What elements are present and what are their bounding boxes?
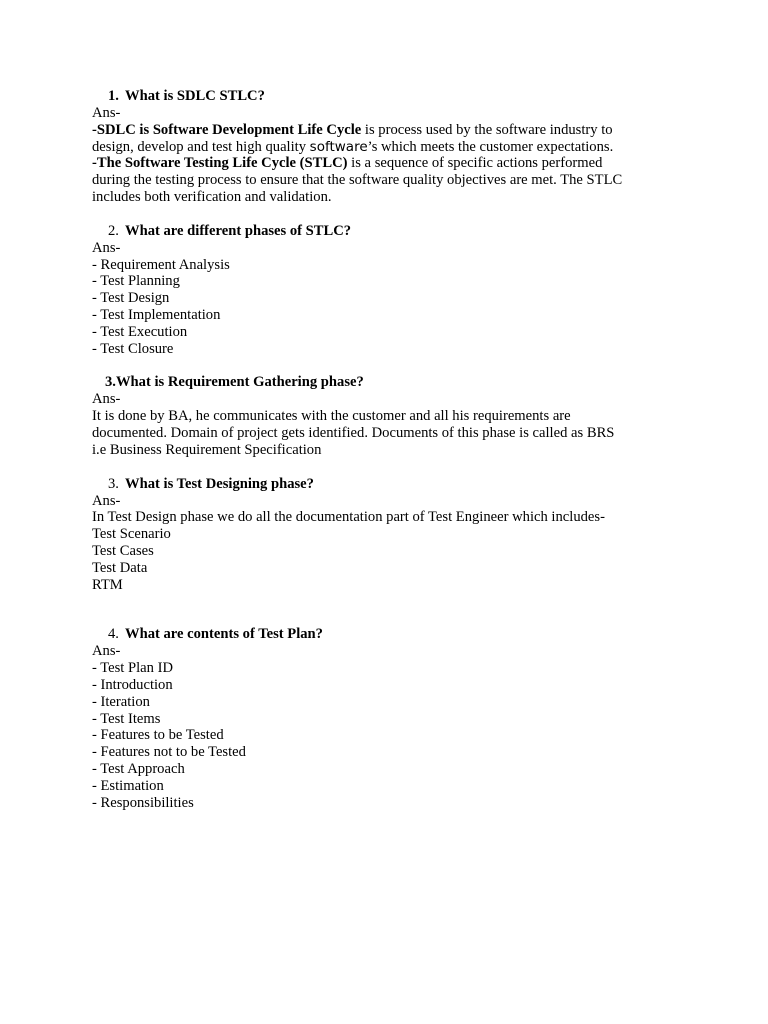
sdlc-term: -SDLC is Software Development Life Cycle (92, 121, 362, 138)
question-text: What is Test Designing phase? (125, 475, 314, 492)
list-item: - Test Plan ID (92, 660, 173, 677)
sdlc-definition-line-2: design, develop and test high quality software’s which meets the customer expectations. (92, 138, 614, 155)
answer-label: Ans- (92, 643, 121, 660)
question-3-heading: 3.What is Requirement Gathering phase? (105, 374, 364, 391)
list-item: - Test Items (92, 710, 161, 727)
list-item: - Test Implementation (92, 306, 221, 323)
list-item: - Iteration (92, 693, 150, 710)
question-1-heading (92, 88, 692, 105)
list-item: - Test Approach (92, 760, 185, 777)
stlc-definition-line-1: -The Software Testing Life Cycle (STLC) is a sequence of specific actions performed (92, 155, 603, 172)
stlc-term: -The Software Testing Life Cycle (STLC) (92, 155, 348, 172)
answer-label: Ans- (92, 105, 121, 121)
document-page (92, 88, 692, 811)
list-item: - Features to be Tested (92, 727, 224, 744)
answer-label: Ans- (92, 239, 121, 256)
sdlc-definition-line-1: -SDLC is Software Development Life Cycle is process used by the software industry to (92, 121, 613, 138)
question-number: 4. (108, 626, 119, 643)
answer-label: Ans- (92, 492, 121, 509)
answer-line: RTM (92, 576, 123, 593)
list-item: - Introduction (92, 676, 173, 693)
answer-line: documented. Domain of project gets identified. Documents of this phase is called as BRS (92, 424, 615, 441)
list-item: - Responsibilities (92, 794, 194, 811)
answer-line: Test Scenario (92, 526, 171, 543)
stlc-definition-line-2: during the testing process to ensure that the software quality objectives are met. The STLC (92, 172, 623, 189)
list-item: - Estimation (92, 777, 164, 794)
question-2-heading (92, 223, 692, 240)
question-4-heading (92, 626, 692, 643)
answer-label: Ans- (92, 391, 121, 408)
question-text: What is SDLC STLC? (125, 88, 265, 104)
question-3b-heading (92, 476, 692, 493)
answer-line: It is done by BA, he communicates with the customer and all his requirements are (92, 408, 571, 425)
question-text: What are contents of Test Plan? (125, 626, 323, 643)
stlc-definition-line-3: includes both verification and validation. (92, 188, 332, 205)
answer-line: Test Cases (92, 542, 154, 559)
answer-line: In Test Design phase we do all the documentation part of Test Engineer which includes- (92, 509, 605, 526)
list-item: - Requirement Analysis (92, 256, 230, 273)
list-item: - Test Design (92, 290, 170, 307)
question-number: 2. (108, 222, 119, 239)
list-item: - Test Closure (92, 340, 174, 357)
question-text: What are different phases of STLC? (125, 222, 352, 239)
question-number: 3. (108, 475, 119, 492)
list-item: - Features not to be Tested (92, 744, 246, 761)
list-item: - Test Planning (92, 273, 180, 290)
answer-line: i.e Business Requirement Specification (92, 441, 322, 458)
question-number: 1. (108, 88, 119, 104)
list-item: - Test Execution (92, 323, 188, 340)
answer-line: Test Data (92, 559, 148, 576)
